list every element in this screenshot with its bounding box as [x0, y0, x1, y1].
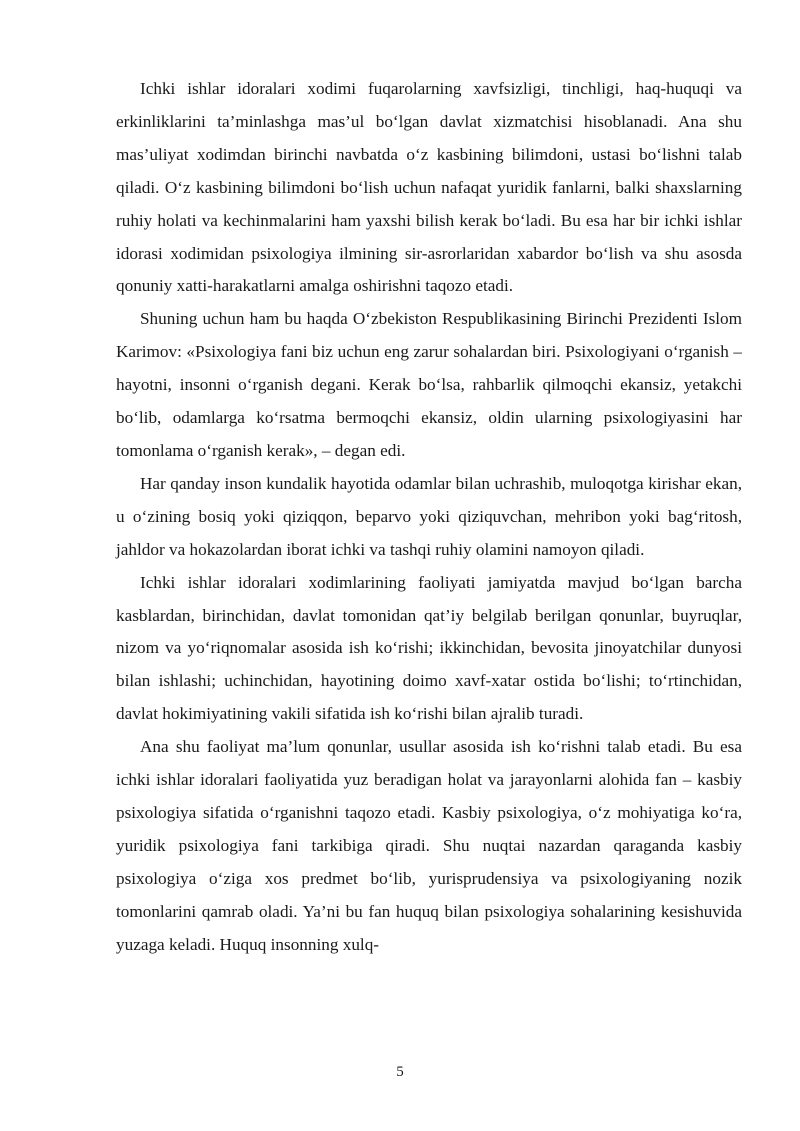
paragraph: Ichki ishlar idoralari xodimi fuqarolarning xavfsizligi, tinchligi, haq-huquqi va erkinliklarini ta’minlashga mas’ul bo‘lgan davlat xizmatchisi hisoblanadi. Ana shu mas’uliyat xodimdan birinchi navbatda o‘z kasbining bilimdoni, ustasi bo‘lishni talab qiladi. O‘z kasbining bilimdoni bo‘lish uchun nafaqat yuridik fanlarni, balki shaxslarning ruhiy holati va kechinmalarini ham yaxshi bilish kerak bo‘ladi. Bu esa har bir ichki ishlar idorasi xodimidan psixologiya ilmining sir-asrorlaridan xabardor bo‘lish va shu asosda qonuniy xatti-harakatlarni amalga oshirishni taqozo etadi.	[116, 79, 742, 296]
page-number: 5	[396, 1064, 404, 1080]
paragraph: Ana shu faoliyat ma’lum qonunlar, usullar asosida ish ko‘rishni talab etadi. Bu esa ichki ishlar idoralari faoliyatida yuz beradigan holat va jarayonlarni alohida fan – kasbiy psixologiya sifatida o‘rganishni taqozo etadi. Kasbiy psixologiya, o‘z mohiyatiga ko‘ra, yuridik psixologiya fani tarkibiga qiradi. Shu nuqtai nazardan qaraganda kasbiy psixologiya o‘ziga xos predmet bo‘lib, yurisprudensiya va psixologiyaning nozik tomonlarini qamrab oladi. Ya’ni bu fan huquq bilan psixologiya sohalarining kesishuvida yuzaga keladi. Huquq insonning xulq-	[116, 737, 742, 954]
paragraph: Ichki ishlar idoralari xodimlarining faoliyati jamiyatda mavjud bo‘lgan barcha kasblardan, birinchidan, davlat tomonidan qat’iy belgilab berilgan qonunlar, buyruqlar, nizom va yo‘riqnomalar asosida ish ko‘rishi; ikkinchidan, bevosita jinoyatchilar dunyosi bilan ishlashi; uchinchidan, hayotining doimo xavf-xatar ostida bo‘lishi; to‘rtinchidan, davlat hokimiyatining vakili sifatida ish ko‘rishi bilan ajralib turadi.	[116, 572, 742, 724]
document-body	[116, 73, 742, 961]
paragraph: Har qanday inson kundalik hayotida odamlar bilan uchrashib, muloqotga kirishar ekan, u o‘zining bosiq yoki qiziqqon, beparvo yoki qiziquvchan, mehribon yoki bag‘ritosh, jahldor va hokazolardan iborat ichki va tashqi ruhiy olamini namoyon qiladi.	[116, 473, 742, 559]
paragraph: Shuning uchun ham bu haqda O‘zbekiston Respublikasining Birinchi Prezidenti Islom Karimov: «Psixologiya fani biz uchun eng zarur sohalardan biri. Psixologiyani o‘rganish – hayotni, insonni o‘rganish degani. Kerak bo‘lsa, rahbarlik qilmoqchi ekansiz, yetakchi bo‘lib, odamlarga ko‘rsatma bermoqchi ekansiz, oldin ularning psixologiyasini har tomonlama o‘rganish kerak», – degan edi.	[116, 309, 742, 460]
